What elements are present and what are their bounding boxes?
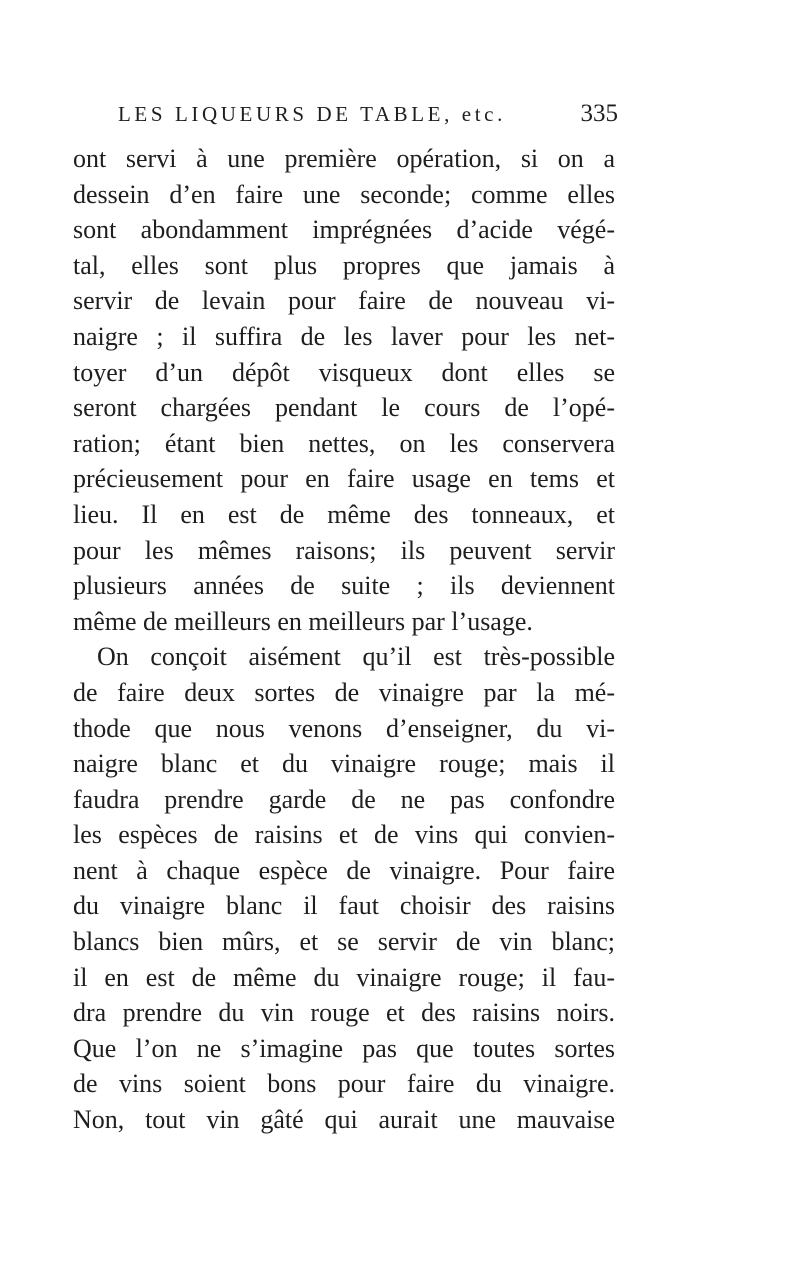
text-line: sont abondamment imprégnées d’acide végé- bbox=[73, 215, 615, 245]
text-line: précieusement pour en faire usage en tems et bbox=[73, 464, 615, 494]
text-line: naigre blanc et du vinaigre rouge; mais il bbox=[73, 749, 615, 779]
text-line: les espèces de raisins et de vins qui convien- bbox=[73, 820, 615, 850]
running-head-title: LES LIQUEURS DE TABLE, etc. bbox=[118, 102, 506, 126]
text-line: même de meilleurs en meilleurs par l’usage. bbox=[73, 606, 533, 636]
text-line: faudra prendre garde de ne pas confondre bbox=[73, 784, 615, 814]
text-line: du vinaigre blanc il faut choisir des raisins bbox=[73, 891, 615, 921]
text-line: toyer d’un dépôt visqueux dont elles se bbox=[73, 357, 615, 387]
text-line: ration; étant bien nettes, on les conservera bbox=[73, 428, 615, 458]
text-line: thode que nous venons d’enseigner, du vi- bbox=[73, 713, 615, 743]
text-line: naigre ; il suffira de les laver pour les net- bbox=[73, 321, 615, 351]
text-line: ont servi à une première opération, si on a bbox=[73, 144, 615, 173]
text-line: blancs bien mûrs, et se servir de vin blanc; bbox=[73, 927, 615, 957]
body-text bbox=[73, 141, 615, 1138]
text-line: dra prendre du vin rouge et des raisins noirs. bbox=[73, 998, 615, 1028]
text-line: servir de levain pour faire de nouveau vi- bbox=[73, 286, 615, 316]
text-line: Que l’on ne s’imagine pas que toutes sortes bbox=[73, 1033, 615, 1063]
paragraph-first-line: On conçoit aisément qu’il est très-possible bbox=[97, 642, 615, 672]
text-line: de faire deux sortes de vinaigre par la mé- bbox=[73, 677, 615, 707]
text-line: Non, tout vin gâté qui aurait une mauvaise bbox=[73, 1105, 615, 1135]
page-number: 335 bbox=[580, 100, 618, 127]
text-line: dessein d’en faire une seconde; comme elles bbox=[73, 179, 615, 209]
text-line: tal, elles sont plus propres que jamais à bbox=[73, 250, 615, 280]
text-line: nent à chaque espèce de vinaigre. Pour faire bbox=[73, 855, 615, 885]
running-head bbox=[118, 98, 618, 130]
text-line: de vins soient bons pour faire du vinaigre. bbox=[73, 1069, 615, 1099]
text-line: il en est de même du vinaigre rouge; il fau- bbox=[73, 962, 615, 992]
text-line: seront chargées pendant le cours de l’opé- bbox=[73, 393, 615, 423]
text-line: lieu. Il en est de même des tonneaux, et bbox=[73, 499, 615, 529]
text-line: pour les mêmes raisons; ils peuvent servir bbox=[73, 535, 615, 565]
text-line: plusieurs années de suite ; ils deviennent bbox=[73, 571, 615, 601]
